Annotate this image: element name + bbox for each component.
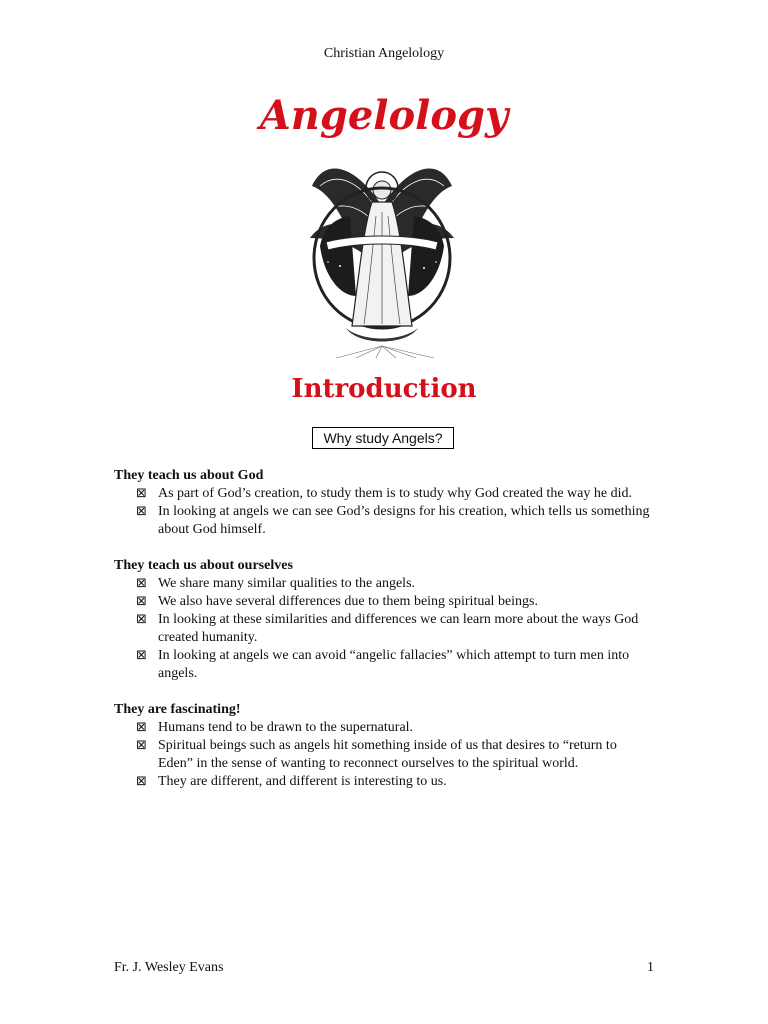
list-item: ⊠ In looking at angels we can see God’s designs for his creation, which tells us something about God himself.	[136, 504, 650, 537]
bullet-icon: ⊠	[136, 576, 147, 591]
list-item: ⊠ We also have several differences due to them being spiritual beings.	[136, 594, 538, 609]
bullet-icon: ⊠	[136, 486, 147, 501]
bullet-icon: ⊠	[136, 504, 147, 519]
section-fascinating	[114, 701, 654, 791]
bullet-icon: ⊠	[136, 594, 147, 609]
list-item: ⊠ Humans tend to be drawn to the supernatural.	[136, 720, 414, 735]
bullet-list	[114, 719, 654, 791]
bullet-icon: ⊠	[136, 648, 147, 663]
section-heading: They are fascinating!	[114, 702, 241, 717]
list-item: ⊠ Spiritual beings such as angels hit something inside of us that desires to “return to Eden” in the sense of wanting to reconnect ourselves to the spiritual world.	[136, 738, 617, 771]
angel-illustration	[306, 146, 458, 358]
section-god	[114, 467, 654, 539]
boxed-question: Why study Angels?	[312, 427, 454, 449]
content-body	[114, 467, 654, 809]
bullet-icon: ⊠	[136, 612, 147, 627]
bullet-icon: ⊠	[136, 774, 147, 789]
list-item: ⊠ In looking at these similarities and differences we can learn more about the ways God created humanity.	[136, 612, 639, 645]
list-item: ⊠ In looking at angels we can avoid “angelic fallacies” which attempt to turn men into angels.	[136, 648, 630, 681]
section-heading: They teach us about ourselves	[114, 558, 293, 573]
page-header: Christian Angelology	[323, 46, 445, 61]
bullet-icon: ⊠	[136, 738, 147, 753]
bullet-list	[114, 575, 654, 683]
footer-author: Fr. J. Wesley Evans	[114, 960, 224, 975]
section-ourselves	[114, 557, 654, 683]
page-number: 1	[647, 960, 654, 975]
bullet-list	[114, 485, 654, 539]
bullet-icon: ⊠	[136, 720, 147, 735]
section-title: Introduction	[291, 374, 477, 404]
list-item: ⊠ We share many similar qualities to the angels.	[136, 576, 416, 591]
section-heading: They teach us about God	[114, 468, 264, 483]
document-title: Angelology	[259, 92, 509, 139]
list-item: ⊠ They are different, and different is interesting to us.	[136, 774, 447, 789]
list-item: ⊠ As part of God’s creation, to study them is to study why God created the way he did.	[136, 486, 632, 501]
